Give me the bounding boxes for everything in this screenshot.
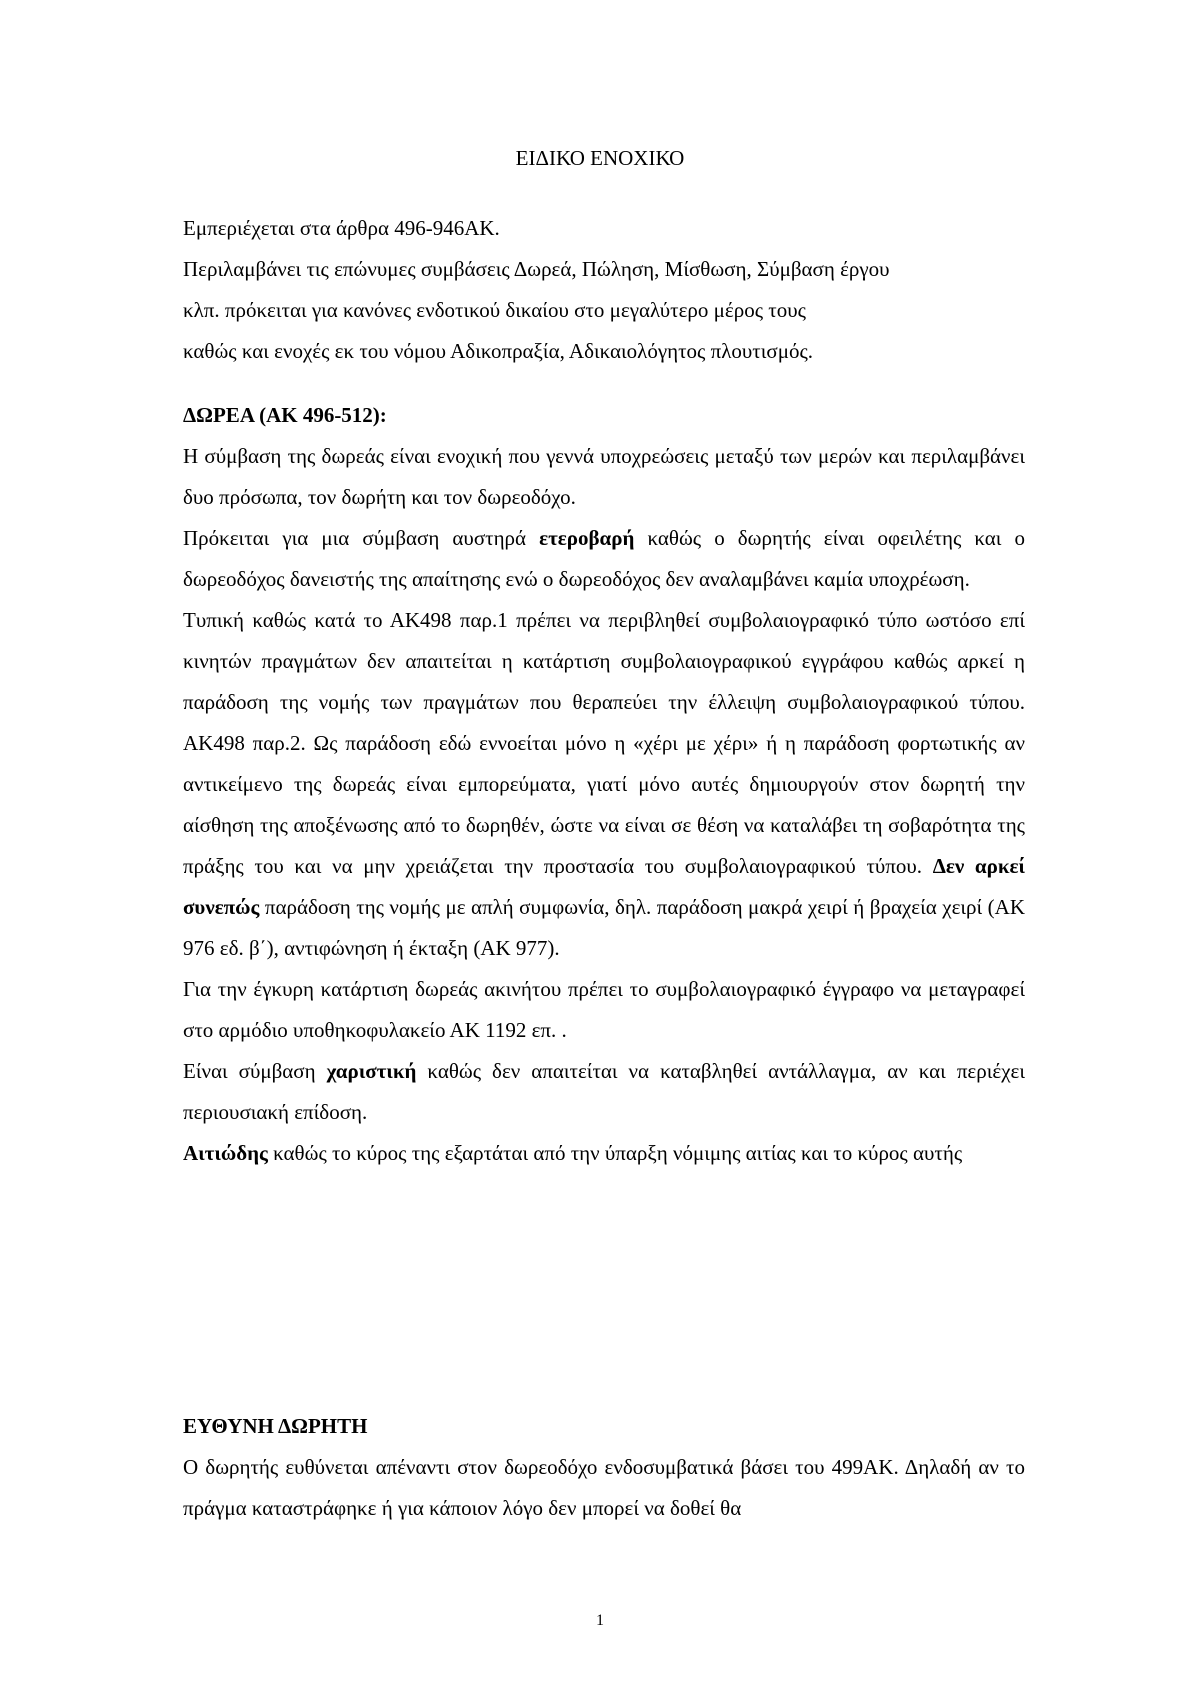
intro-paragraph xyxy=(183,208,1025,372)
text-run: παράδοση της νομής με απλή συμφωνία, δηλ. παράδοση μακρά χειρί ή βραχεία χειρί (ΑΚ 976 εδ. β΄), αντιφώνηση ή έκταξη (ΑΚ 977). xyxy=(183,895,1025,960)
section-euthyni-dorhth xyxy=(183,1406,1025,1529)
paragraph: Ο δωρητής ευθύνεται απέναντι στον δωρεοδόχο ενδοσυμβατικά βάσει του 499ΑΚ. Δηλαδή αν το πράγμα καταστράφηκε ή για κάποιον λόγο δεν μπορεί να δοθεί θα xyxy=(183,1455,1025,1520)
text-run: Τυπική καθώς κατά το ΑΚ498 παρ.1 πρέπει να περιβληθεί συμβολαιογραφικό τύπο ωστόσο επί κινητών πραγμάτων δεν απαιτείται η κατάρτιση συμβολαιογραφικού εγγράφου καθώς αρκεί η παράδοση της νομής των πραγμάτων που θεραπεύει την έλλειψη συμβολαιογραφικού τύπου. ΑΚ498 παρ.2. Ως παράδοση εδώ εννοείται μόνο η «χέρι με χέρι» ή η παράδοση φορτωτικής αν αντικείμενο της δωρεάς είναι εμπορεύματα, γιατί μόνο αυτές δημιουργούν στον δωρητή την αίσθηση της αποξένωσης από το δωρηθέν, ώστε να είναι σε θέση να καταλάβει τη σοβαρότητα της πράξης του και να μην χρειάζεται την προστασία του συμβολαιογραφικού τύπου. xyxy=(183,608,1025,878)
intro-line: Περιλαμβάνει τις επώνυμες συμβάσεις Δωρεά, Πώληση, Μίσθωση, Σύμβαση έργου xyxy=(183,257,890,281)
paragraph xyxy=(183,600,1025,969)
paragraph: Για την έγκυρη κατάρτιση δωρεάς ακινήτου πρέπει το συμβολαιογραφικό έγγραφο να μεταγραφεί στο αρμόδιο υποθηκοφυλακείο ΑΚ 1192 επ. . xyxy=(183,977,1025,1042)
bold-term: ετεροβαρή xyxy=(539,526,635,550)
text-run: καθώς δεν απαιτείται να καταβληθεί αντάλλαγμα, αν και περιέχει περιουσιακή επίδοση. xyxy=(183,1059,1025,1124)
paragraph: Η σύμβαση της δωρεάς είναι ενοχική που γεννά υποχρεώσεις μεταξύ των μερών και περιλαμβάνει δυο πρόσωπα, τον δωρήτη και τον δωρεοδόχο. xyxy=(183,444,1025,509)
intro-line: Εμπεριέχεται στα άρθρα 496-946ΑΚ. xyxy=(183,216,500,240)
intro-line: καθώς και ενοχές εκ του νόμου Αδικοπραξία, Αδικαιολόγητος πλουτισμός. xyxy=(183,339,814,363)
section-heading: ΕΥΘΥΝΗ ΔΩΡΗΤΗ xyxy=(183,1414,368,1438)
bold-term: Αιτιώδης xyxy=(183,1141,268,1165)
text-run: Είναι σύμβαση xyxy=(183,1059,327,1083)
section-dorea xyxy=(183,395,1025,1174)
intro-line: κλπ. πρόκειται για κανόνες ενδοτικού δικαίου στο μεγαλύτερο μέρος τους xyxy=(183,298,806,322)
page-number: 1 xyxy=(596,1612,604,1629)
paragraph xyxy=(183,1051,1025,1133)
bold-term: χαριστική xyxy=(326,1059,417,1083)
text-run: Πρόκειται για μια σύμβαση αυστηρά xyxy=(183,526,540,550)
section-heading: ΔΩΡΕΑ (ΑΚ 496-512): xyxy=(183,403,387,427)
page-title: ΕΙΔΙΚΟ ΕΝΟΧΙΚΟ xyxy=(515,146,685,170)
paragraph xyxy=(183,518,1025,600)
text-run: καθώς το κύρος της εξαρτάται από την ύπαρξη νόμιμης αιτίας και το κύρος αυτής xyxy=(267,1141,963,1165)
bold-term: Δεν αρκεί συνεπώς xyxy=(183,854,1025,919)
paragraph xyxy=(183,1133,1025,1174)
text-run: καθώς ο δωρητής είναι οφειλέτης και ο δωρεοδόχος δανειστής της απαίτησης ενώ ο δωρεοδόχος δεν αναλαμβάνει καμία υποχρέωση. xyxy=(183,526,1025,591)
